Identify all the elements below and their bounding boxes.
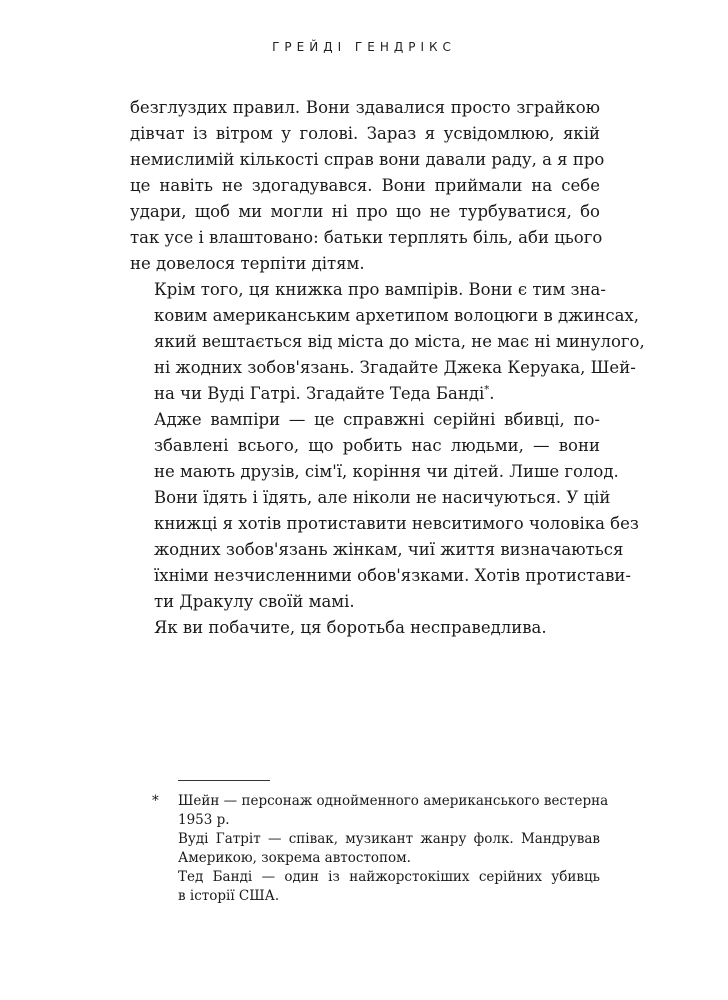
footnote-reference: *: [484, 384, 490, 396]
text-line: який вештається від міста до міста, не має ні минулого,: [154, 332, 645, 351]
paragraph: [130, 615, 600, 641]
text-line: безглуздих правил. Вони здавалися просто зграйкою: [130, 98, 600, 117]
text-line: не мають друзів, сім'ї, коріння чи дітей. Лише голод.: [154, 462, 619, 481]
text-line: Крім того, ця книжка про вампірів. Вони є тим зна-: [154, 280, 606, 299]
text-line-content: на чи Вуді Гатрі. Згадайте Теда Банді: [154, 384, 485, 403]
paragraph: [130, 277, 645, 407]
text-line: Адже вампіри — це справжні серійні вбивці, по-: [154, 410, 600, 429]
paragraph: [130, 407, 639, 615]
running-head: ГРЕЙДІ ГЕНДРІКС: [272, 40, 456, 54]
footnote-line: Шейн — персонаж однойменного американського вестерна: [178, 793, 609, 809]
body-text: [130, 95, 645, 641]
text-line: ні жодних зобов'язань. Згадайте Джека Керуака, Шей-: [154, 358, 636, 377]
footnote-marker: *: [152, 793, 159, 809]
text-line: дівчат із вітром у голові. Зараз я усвідомлюю, якій: [130, 124, 600, 143]
footnote-line: в історії США.: [178, 888, 280, 904]
footnote-line: 1953 р.: [178, 812, 230, 828]
footnote-body: [178, 792, 609, 906]
text-line: жодних зобов'язань жінкам, чиї життя визначаються: [154, 540, 624, 559]
text-line: немислимій кількості справ вони давали раду, а я про: [130, 150, 605, 169]
footnote-line: Вуді Гатріт — співак, музикант жанру фолк. Мандрував: [178, 831, 600, 847]
text-line: не довелося терпіти дітям.: [130, 254, 365, 273]
text-line: їхніми незчисленними обов'язками. Хотів протистави-: [154, 566, 631, 585]
text-line: удари, щоб ми могли ні про що не турбуватися, бо: [130, 202, 600, 221]
footnote-divider: [178, 780, 270, 781]
paragraph: [130, 95, 605, 277]
text-line: це навіть не здогадувався. Вони приймали на себе: [130, 176, 600, 195]
footnote-line: Тед Банді — один із найжорстокіших серійних убивць: [178, 869, 600, 885]
text-line: Як ви побачите, ця боротьба несправедлива.: [154, 618, 547, 637]
text-line: [130, 381, 600, 407]
text-line: ти Дракулу своїй мамі.: [154, 592, 355, 611]
text-line: ковим американським архетипом волоцюги в джинсах,: [154, 306, 639, 325]
text-line: так усе і влаштовано: батьки терплять біль, аби цього: [130, 228, 603, 247]
footnote-item: [178, 830, 600, 868]
text-line: книжці я хотів протиставити невситимого чоловіка без: [154, 514, 639, 533]
footnote-item: [178, 868, 600, 906]
footnote-line: Америкою, зокрема автостопом.: [178, 850, 411, 866]
sentence-end: .: [489, 384, 495, 403]
text-line: Вони їдять і їдять, але ніколи не насичуються. У цій: [154, 488, 611, 507]
text-line: збавлені всього, що робить нас людьми, — вони: [154, 436, 600, 455]
footnote-item: [178, 792, 609, 830]
